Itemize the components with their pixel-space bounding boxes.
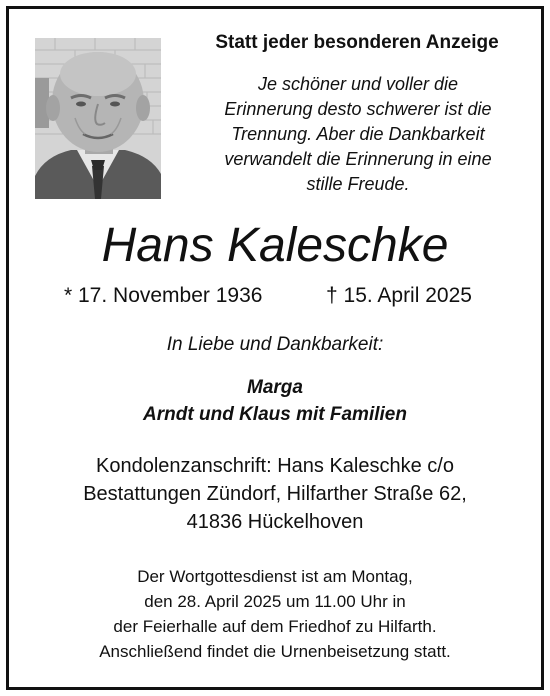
condolence-line: Kondolenzanschrift: Hans Kaleschke c/o [96,455,454,477]
service-line: Anschließend findet die Urnenbeisetzung statt. [99,642,451,661]
quote-line: Je schöner und voller die [257,74,459,94]
condolence-line: 41836 Hückelhoven [186,511,364,533]
memorial-quote [172,72,544,197]
service-line: der Feierhalle auf dem Friedhof zu Hilfarth. [113,617,437,636]
quote-line: verwandelt die Erinnerung in eine [224,149,492,169]
quote-line: stille Freude. [306,174,410,194]
service-info [0,564,550,664]
portrait-photo [35,38,161,199]
mourner-line: Arndt und Klaus mit Familien [143,404,407,425]
service-line: Der Wortgottesdienst ist am Montag, [137,567,413,586]
mourners-list [0,374,550,428]
mourner-line: Marga [247,377,303,398]
death-date: † 15. April 2025 [326,284,472,307]
service-line: den 28. April 2025 um 11.00 Uhr in [144,592,406,611]
quote-line: Erinnerung desto schwerer ist die [224,99,492,119]
deceased-name: Hans Kaleschke [101,219,449,272]
quote-line: Trennung. Aber die Dankbarkeit [231,124,485,144]
mourners-intro: In Liebe und Dankbarkeit: [166,334,384,355]
notice-heading: Statt jeder besonderen Anzeige [215,32,499,53]
condolence-line: Bestattungen Zündorf, Hilfarther Straße 62, [83,483,467,505]
condolence-address [0,452,550,536]
life-dates [0,280,550,310]
birth-date: * 17. November 1936 [64,284,263,307]
